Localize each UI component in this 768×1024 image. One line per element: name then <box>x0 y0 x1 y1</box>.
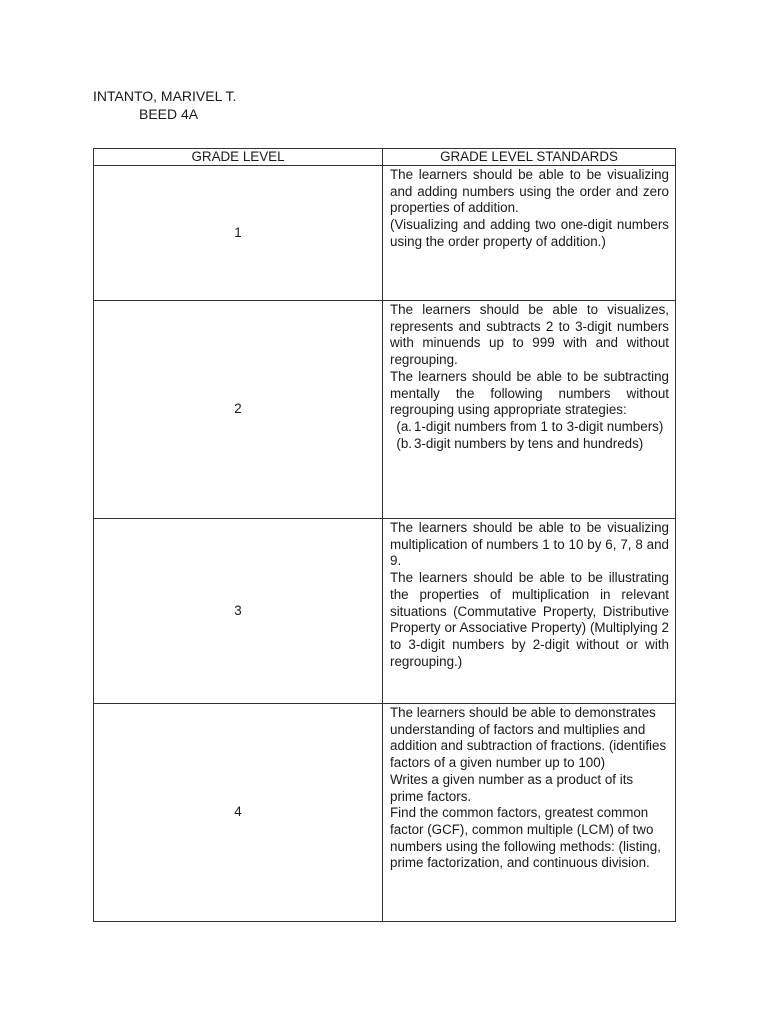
grade-cell: 4 <box>94 704 383 922</box>
grade-level-standards-table <box>93 148 676 922</box>
standard-paragraph: Writes a given number as a product of its prime factors. <box>390 771 634 804</box>
standard-paragraph: Find the common factors, greatest common factor (GCF), common multiple (LCM) of two numbers using the following methods: (listing, prime factorization, and continuous division. <box>390 805 661 871</box>
table-row <box>94 166 676 301</box>
standards-cell <box>383 704 676 922</box>
standard-paragraph: The learners should be able to visualizes, represents and subtracts 2 to 3-digit numbers with minuends up to 999 with and without regrouping. <box>390 302 669 368</box>
column-header-standards: GRADE LEVEL STANDARDS <box>383 149 676 166</box>
standard-paragraph: The learners should be able to be illustrating the properties of multiplication in relevant situations (Commutative Property, Distributive Property or Associative Property) (Multiplying 2 to 3-digit numbers by 2-digit without or with regrouping.) <box>390 570 669 669</box>
column-header-grade-level: GRADE LEVEL <box>94 149 383 166</box>
standard-paragraph: The learners should be able to demonstrates understanding of factors and multiplies and addition and subtraction of fractions. (identifies factors of a given number up to 100) <box>390 705 667 771</box>
sub-item <box>390 436 669 453</box>
standard-paragraph: (Visualizing and adding two one-digit numbers using the order property of addition.) <box>390 217 669 249</box>
table-header-row <box>94 149 676 166</box>
table-row <box>94 301 676 519</box>
sub-item-text: 1-digit numbers from 1 to 3-digit numbers) <box>414 418 664 434</box>
standards-cell <box>383 301 676 519</box>
table-row <box>94 519 676 704</box>
grade-cell: 1 <box>94 166 383 301</box>
sub-item-text: 3-digit numbers by tens and hundreds) <box>414 435 644 451</box>
standard-paragraph: The learners should be able to be subtracting mentally the following numbers without regrouping using appropriate strategies: <box>390 368 669 418</box>
document-header <box>93 87 236 123</box>
standard-paragraph: The learners should be able to be visualizing and adding numbers using the order and zero properties of addition. <box>390 167 669 216</box>
grade-cell: 3 <box>94 519 383 704</box>
student-name: INTANTO, MARIVEL T. <box>93 88 237 104</box>
grade-cell: 2 <box>94 301 383 519</box>
sub-item <box>390 419 669 436</box>
sub-item-marker: (b. <box>396 435 412 451</box>
table-row <box>94 704 676 922</box>
standards-cell <box>383 519 676 704</box>
standard-paragraph: The learners should be able to be visualizing multiplication of numbers 1 to 10 by 6, 7, 8 and 9. <box>390 520 669 569</box>
sub-item-marker: (a. <box>396 418 412 434</box>
standards-cell <box>383 166 676 301</box>
course-section: BEED 4A <box>139 106 199 122</box>
